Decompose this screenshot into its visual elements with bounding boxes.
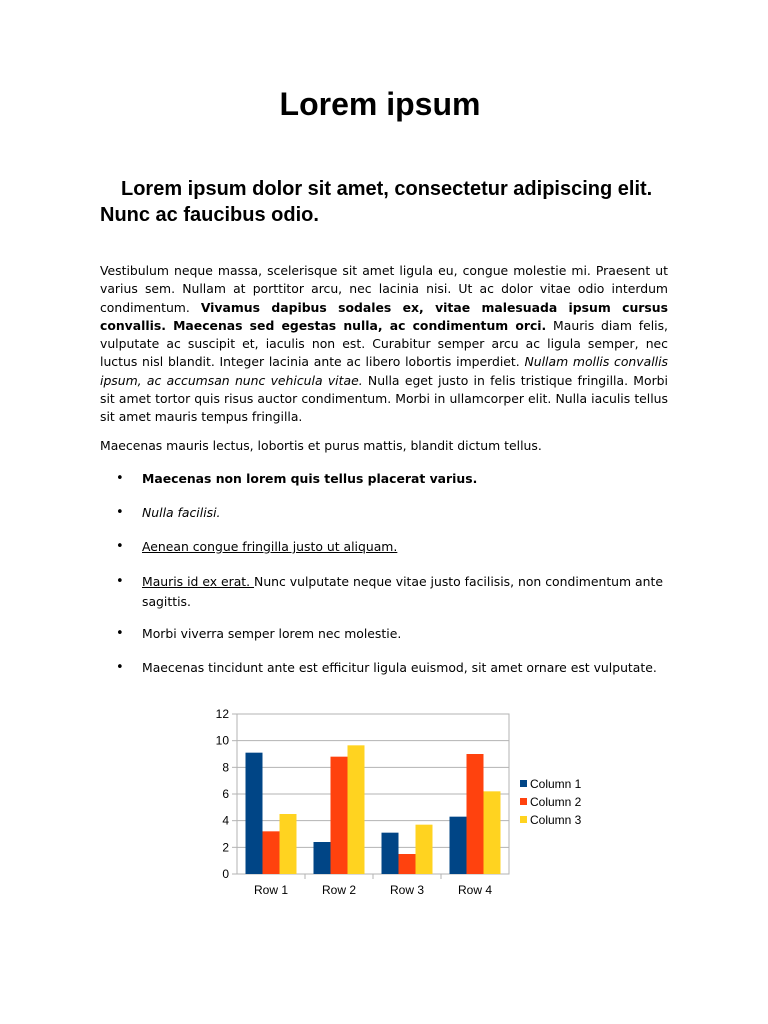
document-title: Lorem ipsum — [279, 86, 481, 122]
legend-swatch — [520, 780, 527, 787]
bar — [399, 854, 416, 874]
y-tick-label: 4 — [222, 813, 229, 828]
body-paragraph-1 — [100, 262, 668, 427]
y-tick-label: 6 — [222, 787, 229, 801]
document-subtitle: Lorem ipsum dolor sit amet, consectetur adipiscing elit. Nunc ac faucibus odio. — [100, 178, 653, 226]
underlined-text: Aenean congue fringilla justo ut aliquam. — [142, 539, 398, 554]
y-tick-label: 0 — [222, 867, 229, 881]
bar — [314, 842, 331, 874]
bullet-icon: • — [116, 660, 124, 675]
legend-swatch — [520, 798, 527, 805]
bar — [467, 754, 484, 874]
x-category-label: Row 2 — [321, 883, 357, 897]
bullet-icon: • — [116, 626, 124, 641]
bar — [246, 753, 263, 874]
y-tick-label: 8 — [222, 760, 229, 775]
bullet-text: Nulla facilisi. — [142, 505, 221, 520]
x-category-label: Row 1 — [253, 883, 289, 897]
y-tick-label: 2 — [222, 840, 229, 855]
paragraph-run: Mauris diam felis, vulputate ac suscipit et, iaculis non est. Curabitur semper arcu ac ligula semper, nec luctus nisl blandit. Integer lacinia ante ac libero lobortis imperdiet. — [100, 317, 668, 370]
bar — [382, 833, 399, 874]
bullet-text — [142, 572, 670, 612]
paragraph-bold-run: Vivamus dapibus sodales ex, vitae malesuada ipsum cursus convallis. Maecenas sed egestas nulla, ac condimentum orci. — [100, 299, 668, 333]
bullet-text — [142, 537, 670, 557]
underlined-text: Mauris id ex erat. — [142, 574, 255, 589]
legend-label: Column 3 — [530, 813, 582, 827]
x-category-label: Row 3 — [389, 883, 425, 897]
bullet-text: Maecenas non lorem quis tellus placerat varius. — [142, 471, 478, 486]
bar-chart-svg — [200, 700, 600, 910]
bullet-icon: • — [116, 574, 124, 589]
bar — [450, 817, 467, 874]
y-tick-label: 12 — [215, 707, 229, 721]
bullet-rest-text: Nunc vulputate neque vitae justo facilisis, non condimentum ante sagittis. — [142, 574, 663, 609]
y-tick-label: 10 — [215, 733, 229, 748]
bullet-icon: • — [116, 471, 124, 486]
bar — [416, 825, 433, 874]
x-category-label: Row 4 — [457, 883, 493, 897]
legend-swatch — [520, 816, 527, 823]
bullet-icon: • — [116, 505, 124, 520]
bar — [331, 757, 348, 874]
bar — [263, 831, 280, 874]
bullet-text: Maecenas tincidunt ante est efficitur ligula euismod, sit amet ornare est vulputate. — [142, 660, 657, 675]
bar-chart — [200, 700, 600, 910]
paragraph-run: Nulla eget justo in felis tristique fringilla. Morbi sit amet tortor quis risus auctor condimentum. Morbi in ullamcorper elit. Nulla iaculis tellus sit amet mauris tempus fringilla. — [100, 372, 668, 425]
bar — [484, 791, 501, 874]
body-paragraph-2: Maecenas mauris lectus, lobortis et purus mattis, blandit dictum tellus. — [100, 438, 542, 453]
paragraph-italic-run: Nullam mollis convallis ipsum, ac accumsan nunc vehicula vitae. — [100, 354, 668, 388]
paragraph-run: Vestibulum neque massa, scelerisque sit amet ligula eu, congue molestie mi. Praesent ut varius sem. Nullam at porttitor arcu, nec lacinia nisi. Ut ac dolor vitae odio interdum condimentum. — [100, 263, 668, 315]
legend-label: Column 1 — [530, 777, 582, 791]
bullet-text: Morbi viverra semper lorem nec molestie. — [142, 626, 402, 641]
bullet-icon: • — [116, 539, 124, 554]
bar — [280, 814, 297, 874]
bar — [348, 745, 365, 874]
legend-label: Column 2 — [530, 795, 582, 809]
